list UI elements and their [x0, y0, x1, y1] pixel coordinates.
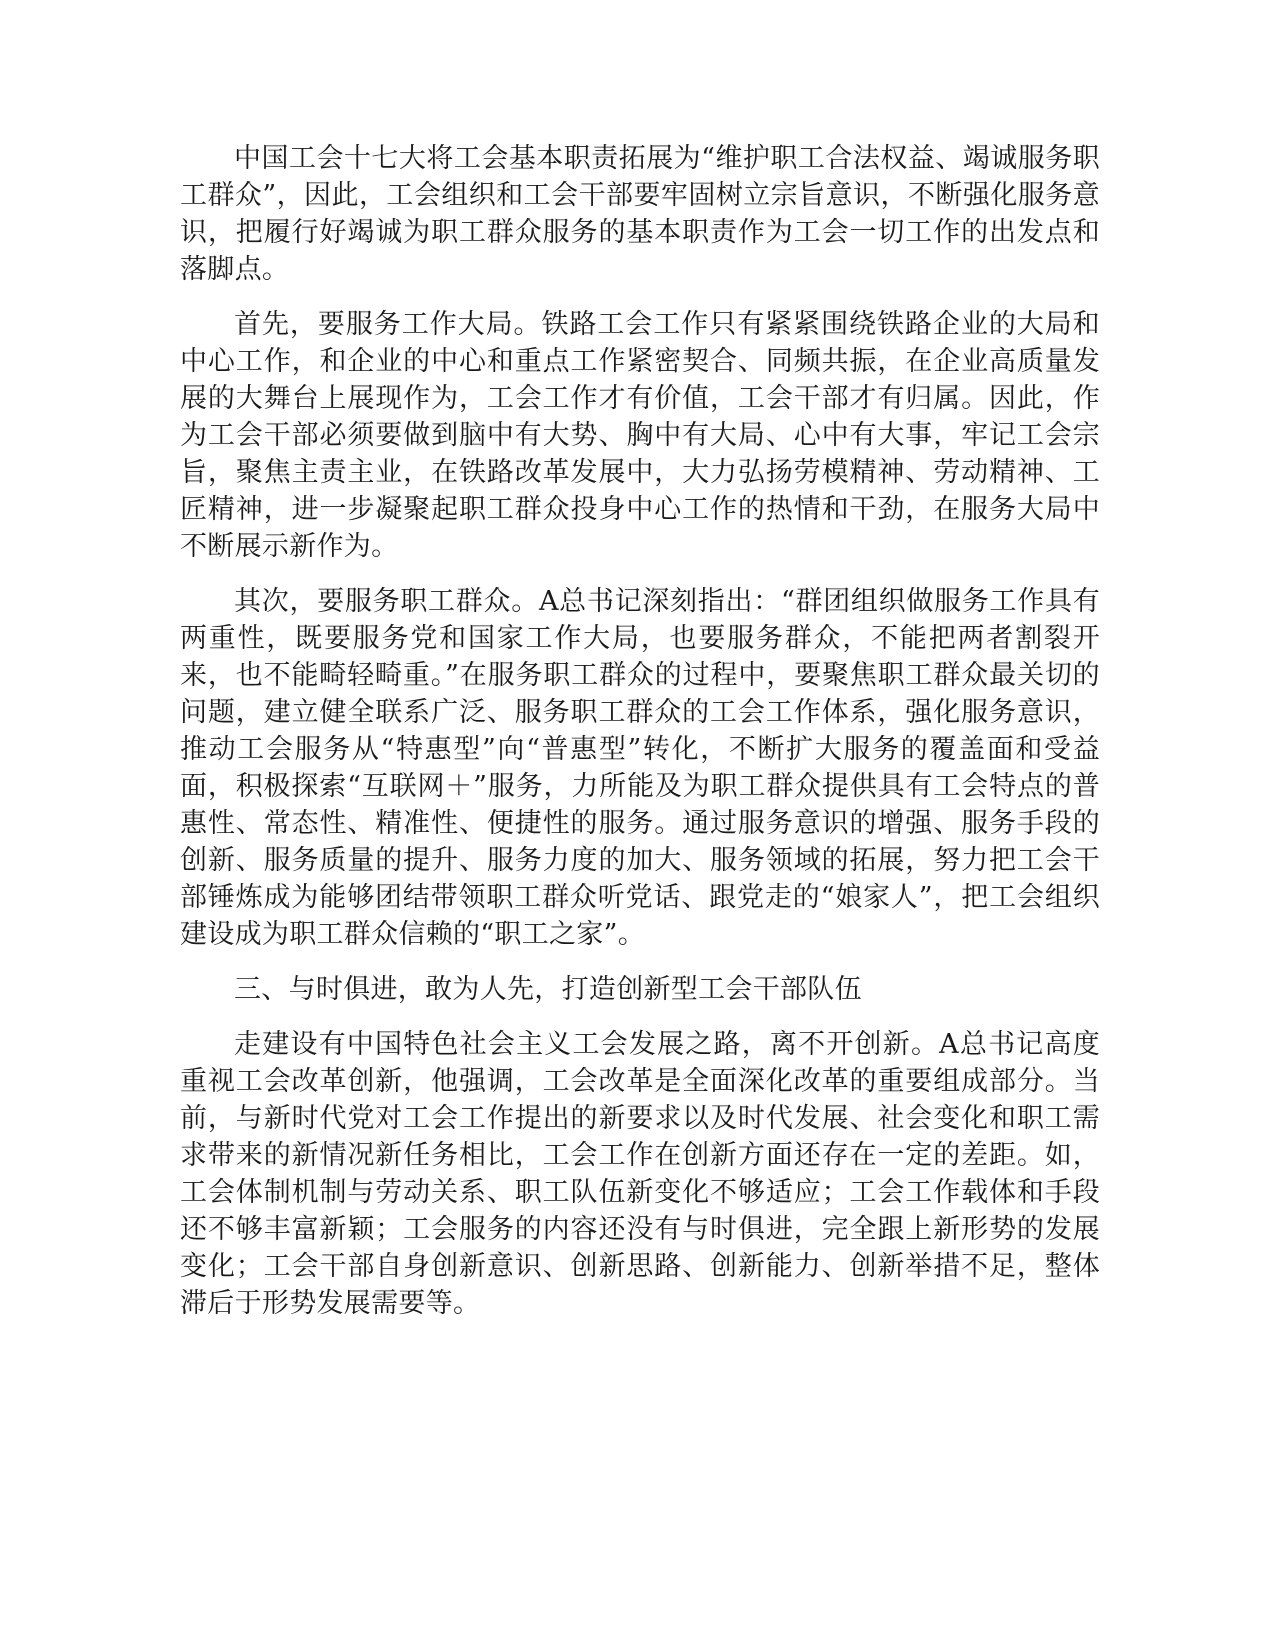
paragraph-serve-workers: 其次，要服务职工群众。A总书记深刻指出：“群团组织做服务工作具有两重性，既要服务党和国家工作大局，也要服务群众，不能把两者割裂开来，也不能畸轻畸重。”在服务职工群众的过程中，要聚焦职工群众最关切的问题，建立健全联系广泛、服务职工群众的工会工作体系，强化服务意识，推动工会服务从“特惠型”向“普惠型”转化，不断扩大服务的覆盖面和受益面，积极探索“互联网＋”服务，力所能及为职工群众提供具有工会特点的普惠性、常态性、精准性、便捷性的服务。通过服务意识的增强、服务手段的创新、服务质量的提升、服务力度的加大、服务领域的拓展，努力把工会干部锤炼成为能够团结带领职工群众听党话、跟党走的“娘家人”，把工会组织建设成为职工群众信赖的“职工之家”。: [180, 586, 1100, 950]
section-heading-innovation: 三、与时俱进，敢为人先，打造创新型工会干部队伍: [234, 974, 862, 1005]
paragraph-union-duties: 中国工会十七大将工会基本职责拓展为“维护职工合法权益、竭诚服务职工群众”，因此，工会组织和工会干部要牢固树立宗旨意识，不断强化服务意识，把履行好竭诚为职工群众服务的基本职责作为工会一切工作的出发点和落脚点。: [180, 143, 1100, 285]
document-page: [180, 140, 1100, 1340]
paragraph-innovation: 走建设有中国特色社会主义工会发展之路，离不开创新。A总书记高度重视工会改革创新，他强调，工会改革是全面深化改革的重要组成部分。当前，与新时代党对工会工作提出的新要求以及时代发展、社会变化和职工需求带来的新情况新任务相比，工会工作在创新方面还存在一定的差距。如，工会体制机制与劳动关系、职工队伍新变化不够适应；工会工作载体和手段还不够丰富新颖；工会服务的内容还没有与时俱进，完全跟上新形势的发展变化；工会干部自身创新意识、创新思路、创新能力、创新举措不足，整体滞后于形势发展需要等。: [180, 1029, 1100, 1319]
paragraph-serve-overall-situation: 首先，要服务工作大局。铁路工会工作只有紧紧围绕铁路企业的大局和中心工作，和企业的中心和重点工作紧密契合、同频共振，在企业高质量发展的大舞台上展现作为，工会工作才有价值，工会干部才有归属。因此，作为工会干部必须要做到脑中有大势、胸中有大局、心中有大事，牢记工会宗旨，聚焦主责主业，在铁路改革发展中，大力弘扬劳模精神、劳动精神、工匠精神，进一步凝聚起职工群众投身中心工作的热情和干劲，在服务大局中不断展示新作为。: [180, 309, 1100, 562]
